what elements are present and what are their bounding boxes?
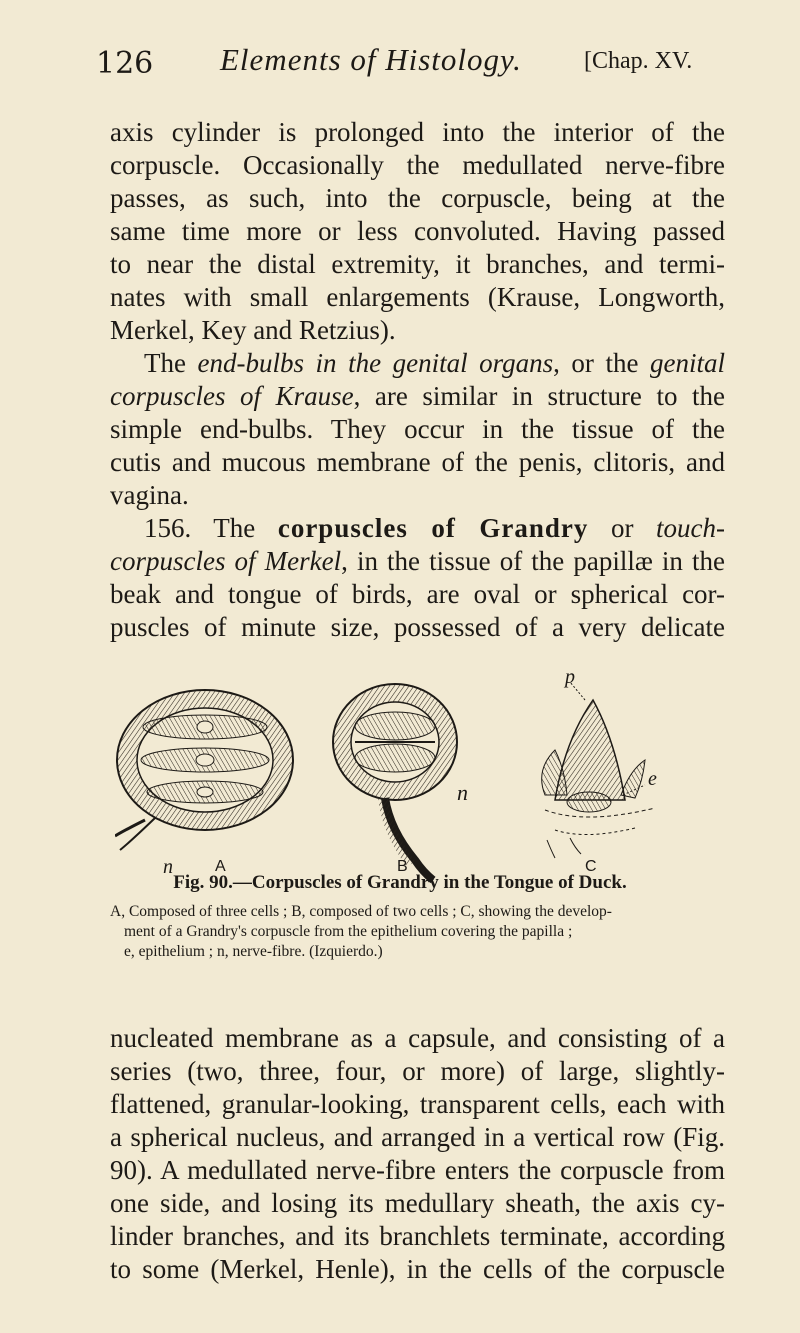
bottom-text-block [110,1022,725,1286]
text-line: same time more or less convoluted. Having passed [110,216,725,246]
grandry-paragraph-line: corpuscles of Merkel, in the tissue of the papillæ in the [110,546,725,576]
grandry-paragraph-line: 156. The corpuscles of Grandry or touch- [144,513,725,543]
label-e: e [648,768,657,790]
label-b: B [397,858,408,875]
text-line: vagina. [110,480,189,510]
text-line: to some (Merkel, Henle), in the cells of the corpuscle [110,1254,725,1284]
figure-title: Fig. 90.—Corpuscles of Grandry in the Tongue of Duck. [173,872,627,893]
chapter-label: [Chap. XV. [584,48,693,74]
corpuscle-c [542,682,655,858]
page-header [0,38,800,88]
text-line: corpuscle. Occasionally the medullated nerve-fibre [110,150,725,180]
figure-illustration [115,680,715,890]
top-text-block [110,116,725,644]
figure-caption [110,902,730,962]
caption-line: ment of a Grandry's corpuscle from the epithelium covering the papilla ; [124,923,573,940]
text-line: passes, as such, into the corpuscle, being at the [110,183,725,213]
text-line: to near the distal extremity, it branches, and termi- [110,249,725,279]
running-title: Elements of Histology. [220,42,522,77]
text-line: nucleated membrane as a capsule, and consisting of a [110,1023,725,1053]
caption-line: A, Composed of three cells ; B, composed of two cells ; C, showing the develop- [110,903,612,920]
label-a: A [215,858,226,875]
label-p: p [565,666,575,688]
corpuscle-a [115,690,293,850]
genital-paragraph-line: The end-bulbs in the genital organs, or the genital [144,348,725,378]
text-line: series (two, three, four, or more) of large, slightly- [110,1056,725,1086]
label-c: C [585,858,597,875]
text-line: nates with small enlargements (Krause, Longworth, [110,282,725,312]
text-line: 90). A medullated nerve-fibre enters the corpuscle from [110,1155,725,1185]
text-line: puscles of minute size, possessed of a very delicate [110,612,725,642]
text-line: one side, and losing its medullary sheath, the axis cy- [110,1188,725,1218]
figure-90 [115,666,715,890]
text-line: a spherical nucleus, and arranged in a vertical row (Fig. [110,1122,725,1152]
text-line: axis cylinder is prolonged into the interior of the [110,117,725,147]
caption-line: e, epithelium ; n, nerve-fibre. (Izquierdo.) [124,943,383,960]
corpuscle-b [333,684,457,880]
text-line: simple end-bulbs. They occur in the tissue of the [110,414,725,444]
text-line: flattened, granular-looking, transparent cells, each with [110,1089,725,1119]
genital-paragraph-line: corpuscles of Krause, are similar in structure to the [110,381,725,411]
page-number: 126 [96,46,154,81]
text-line: linder branches, and its branchlets terminate, according [110,1221,725,1251]
text-line: Merkel, Key and Retzius). [110,315,396,345]
label-n-a: n [163,856,173,878]
text-line: beak and tongue of birds, are oval or spherical cor- [110,579,725,609]
label-n-b: n [457,780,468,805]
text-line: cutis and mucous membrane of the penis, clitoris, and [110,447,725,477]
